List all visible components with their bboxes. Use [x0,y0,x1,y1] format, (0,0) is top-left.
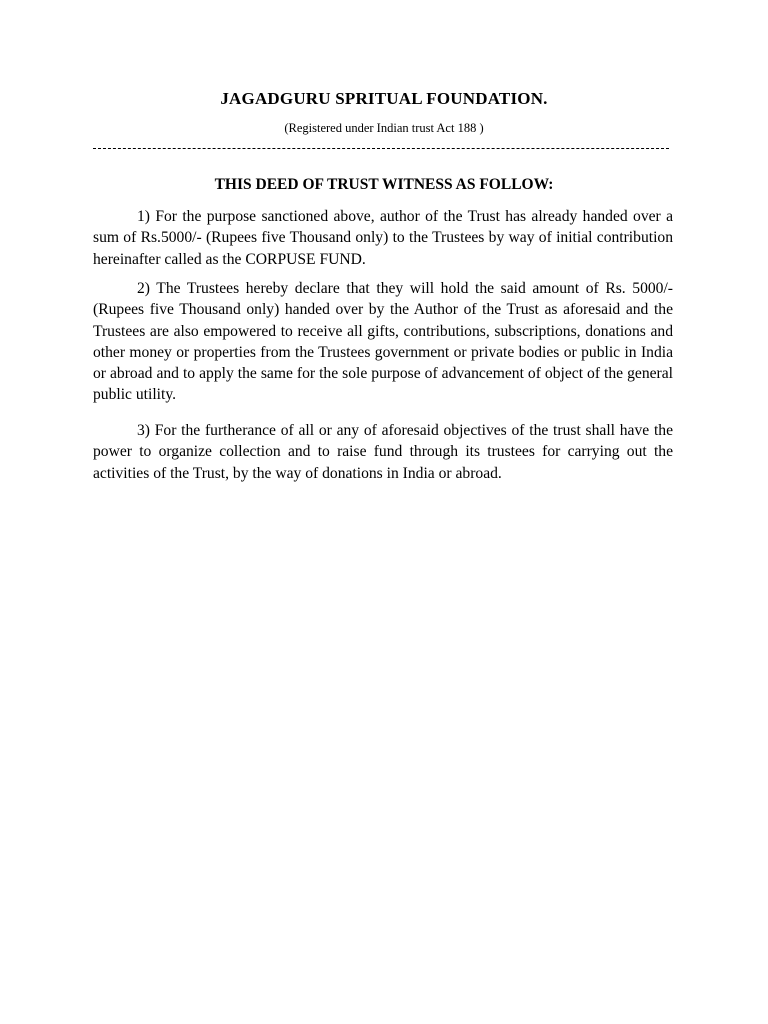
paragraph-3: 3) For the furtherance of all or any of aforesaid objectives of the trust shall have the power to organize collection and to raise fund through its trustees for carrying out the activities of the Trust, by the way of donations in India or abroad. [93,422,673,482]
document-subtitle: (Registered under Indian trust Act 188 ) [284,121,484,135]
document-title: JAGADGURU SPRITUAL FOUNDATION. [220,89,548,108]
paragraph-2: 2) The Trustees hereby declare that they will hold the said amount of Rs. 5000/- (Rupees five Thousand only) handed over by the Author of the Trust as aforesaid and the Trustees are also empowered to receive all gifts, contributions, subscriptions, donations and other money or properties from the Trustees government or private bodies or public in India or abroad and to apply the same for the sole purpose of advancement of object of the general public utility. [93,280,673,404]
section-heading: THIS DEED OF TRUST WITNESS AS FOLLOW: [214,176,554,193]
paragraph-1: 1) For the purpose sanctioned above, author of the Trust has already handed over a sum of Rs.5000/- (Rupees five Thousand only) to the Trustees by way of initial contribution hereinafter called as the CORPUSE FUND. [93,208,673,268]
dashed-divider [93,148,669,149]
